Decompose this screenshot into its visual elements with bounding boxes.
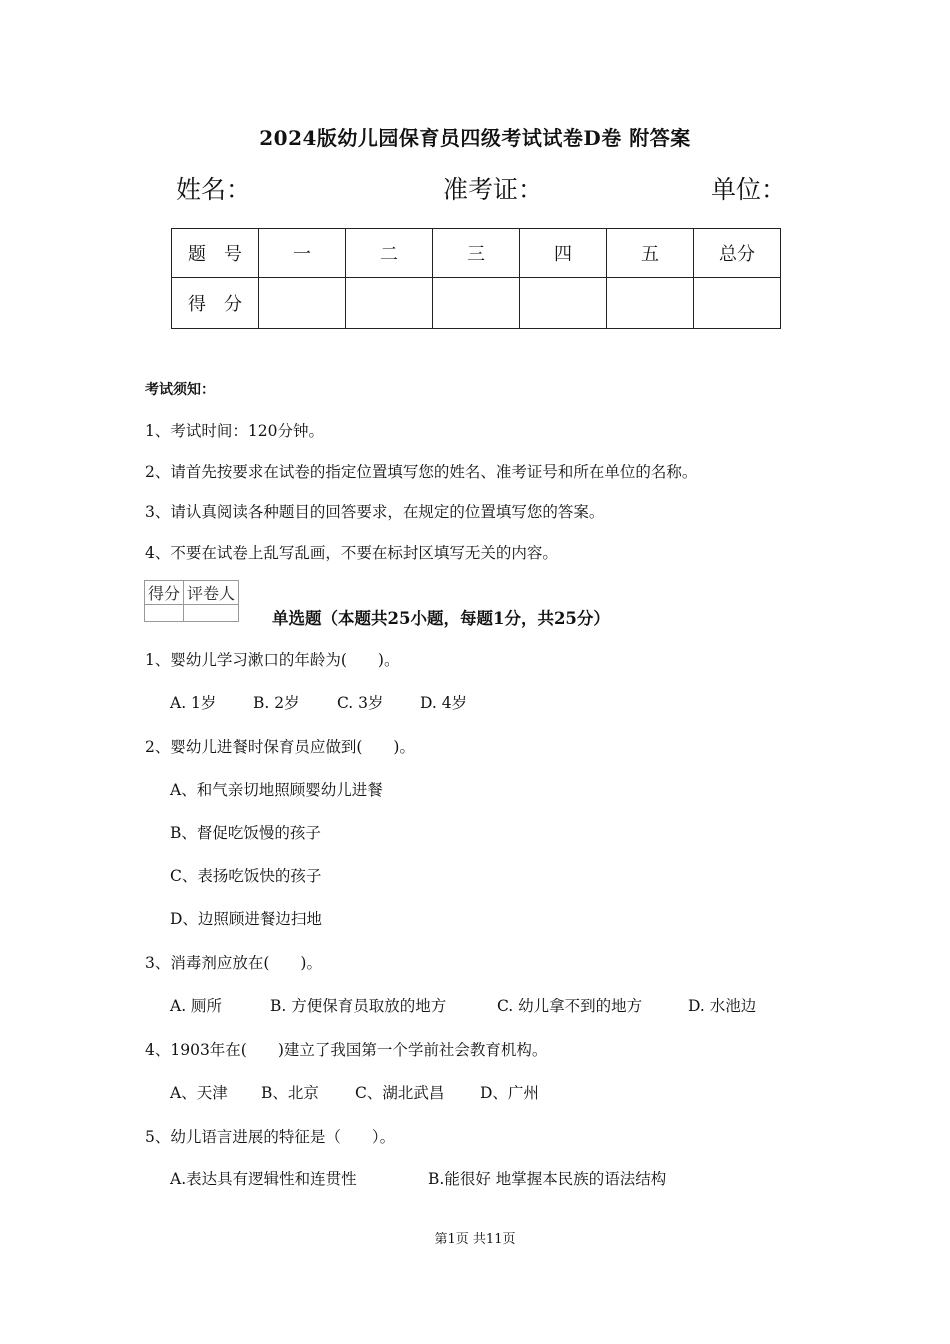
score-cell bbox=[346, 278, 433, 329]
q4-option-a: A、天津 bbox=[170, 1084, 228, 1102]
grader-box-grader-label: 评卷人 bbox=[184, 581, 239, 605]
q4-option-d: D、广州 bbox=[480, 1084, 539, 1102]
unit-label: 单位： bbox=[711, 175, 787, 204]
question-4: 4、1903年在( )建立了我国第一个学前社会教育机构。 bbox=[145, 1041, 548, 1059]
question-2: 2、婴幼儿进餐时保育员应做到( )。 bbox=[145, 738, 415, 756]
exam-id-label: 准考证： bbox=[443, 175, 544, 204]
q3-option-c: C. 幼儿拿不到的地方 bbox=[497, 997, 643, 1015]
q2-option-d: D、边照顾进餐边扫地 bbox=[170, 910, 322, 928]
grader-box-grader-cell bbox=[184, 605, 239, 622]
score-cell bbox=[259, 278, 346, 329]
score-row-label: 得 分 bbox=[172, 278, 259, 329]
notice-heading: 考试须知： bbox=[145, 382, 215, 398]
score-cell bbox=[433, 278, 520, 329]
score-cell bbox=[520, 278, 607, 329]
grader-box-score-cell bbox=[145, 605, 184, 622]
name-label: 姓名： bbox=[176, 175, 252, 204]
q3-option-a: A. 厕所 bbox=[170, 997, 223, 1015]
q1-option-a: A. 1岁 bbox=[170, 694, 217, 712]
notice-item: 1、考试时间：120分钟。 bbox=[145, 422, 324, 440]
score-header-cell: 四 bbox=[520, 229, 607, 278]
score-header-label: 题 号 bbox=[172, 229, 259, 278]
section-title: 单选题（本题共25小题，每题1分，共25分） bbox=[272, 609, 610, 628]
q1-option-b: B. 2岁 bbox=[253, 694, 300, 712]
grader-box-score-label: 得分 bbox=[145, 581, 184, 605]
q4-option-b: B、北京 bbox=[261, 1084, 319, 1102]
q1-option-c: C. 3岁 bbox=[337, 694, 384, 712]
score-cell bbox=[694, 278, 781, 329]
question-3: 3、消毒剂应放在( )。 bbox=[145, 954, 322, 972]
q2-option-b: B、督促吃饭慢的孩子 bbox=[170, 824, 321, 842]
score-header-total: 总分 bbox=[694, 229, 781, 278]
q5-option-a: A.表达具有逻辑性和连贯性 bbox=[170, 1170, 357, 1188]
q4-option-c: C、湖北武昌 bbox=[355, 1084, 445, 1102]
q1-option-d: D. 4岁 bbox=[420, 694, 468, 712]
score-table-score-row bbox=[172, 278, 781, 329]
q3-option-b: B. 方便保育员取放的地方 bbox=[270, 997, 447, 1015]
notice-item: 4、不要在试卷上乱写乱画，不要在标封区填写无关的内容。 bbox=[145, 544, 558, 562]
score-header-cell: 五 bbox=[607, 229, 694, 278]
q3-option-d: D. 水池边 bbox=[688, 997, 757, 1015]
score-header-cell: 一 bbox=[259, 229, 346, 278]
notice-item: 3、请认真阅读各种题目的回答要求，在规定的位置填写您的答案。 bbox=[145, 503, 605, 521]
score-header-cell: 三 bbox=[433, 229, 520, 278]
score-table bbox=[171, 228, 781, 329]
score-cell bbox=[607, 278, 694, 329]
page-footer: 第1页 共11页 bbox=[434, 1232, 516, 1247]
question-1: 1、婴幼儿学习漱口的年龄为( )。 bbox=[145, 651, 400, 669]
q5-option-b: B.能很好 地掌握本民族的语法结构 bbox=[428, 1170, 667, 1188]
score-table-header-row bbox=[172, 229, 781, 278]
question-5: 5、幼儿语言进展的特征是（ ）。 bbox=[145, 1128, 396, 1146]
q2-option-a: A、和气亲切地照顾婴幼儿进餐 bbox=[170, 781, 383, 799]
document-title: 2024版幼儿园保育员四级考试试卷D卷 附答案 bbox=[259, 126, 691, 150]
grader-box bbox=[144, 580, 239, 622]
score-header-cell: 二 bbox=[346, 229, 433, 278]
q2-option-c: C、表扬吃饭快的孩子 bbox=[170, 867, 322, 885]
notice-item: 2、请首先按要求在试卷的指定位置填写您的姓名、准考证号和所在单位的名称。 bbox=[145, 463, 698, 481]
